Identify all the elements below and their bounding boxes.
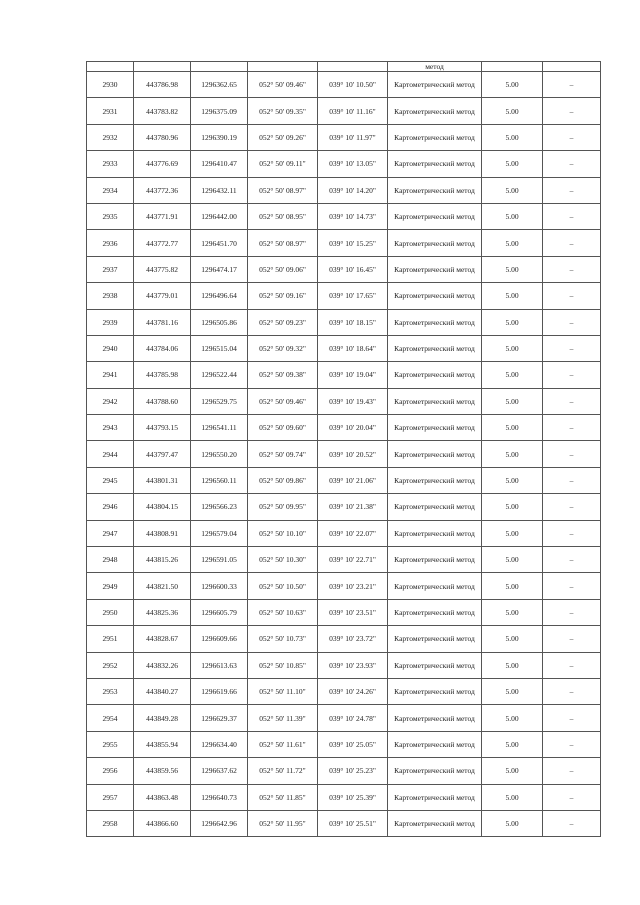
table-row bbox=[87, 203, 601, 229]
table-row bbox=[87, 758, 601, 784]
cell-longitude: 039° 10' 22.07" bbox=[318, 520, 388, 546]
cell-longitude: 039° 10' 23.51" bbox=[318, 599, 388, 625]
cell-accuracy: 5.00 bbox=[482, 309, 543, 335]
cell-accuracy: 5.00 bbox=[482, 388, 543, 414]
cell-method: Картометрический метод bbox=[388, 547, 482, 573]
cell-note: – bbox=[543, 731, 601, 757]
cell-note: – bbox=[543, 72, 601, 98]
table-row bbox=[87, 362, 601, 388]
cell-accuracy: 5.00 bbox=[482, 177, 543, 203]
cell-method: Картометрический метод bbox=[388, 151, 482, 177]
cell-empty bbox=[191, 62, 248, 72]
cell-accuracy: 5.00 bbox=[482, 362, 543, 388]
cell-y-coordinate: 1296550.20 bbox=[191, 441, 248, 467]
cell-method: Картометрический метод bbox=[388, 362, 482, 388]
cell-accuracy: 5.00 bbox=[482, 230, 543, 256]
table-row bbox=[87, 72, 601, 98]
cell-longitude: 039° 10' 14.20" bbox=[318, 177, 388, 203]
cell-accuracy: 5.00 bbox=[482, 626, 543, 652]
cell-note: – bbox=[543, 652, 601, 678]
cell-method: Картометрический метод bbox=[388, 124, 482, 150]
cell-longitude: 039° 10' 13.05" bbox=[318, 151, 388, 177]
cell-accuracy: 5.00 bbox=[482, 678, 543, 704]
cell-point-number: 2949 bbox=[87, 573, 134, 599]
coordinates-table-body bbox=[87, 62, 601, 837]
cell-x-coordinate: 443815.26 bbox=[134, 547, 191, 573]
cell-longitude: 039° 10' 24.26" bbox=[318, 678, 388, 704]
cell-note: – bbox=[543, 335, 601, 361]
table-row bbox=[87, 705, 601, 731]
cell-method: Картометрический метод bbox=[388, 335, 482, 361]
cell-point-number: 2942 bbox=[87, 388, 134, 414]
cell-point-number: 2956 bbox=[87, 758, 134, 784]
cell-accuracy: 5.00 bbox=[482, 494, 543, 520]
cell-y-coordinate: 1296375.09 bbox=[191, 98, 248, 124]
cell-y-coordinate: 1296619.66 bbox=[191, 678, 248, 704]
cell-method: Картометрический метод bbox=[388, 98, 482, 124]
cell-point-number: 2948 bbox=[87, 547, 134, 573]
cell-point-number: 2945 bbox=[87, 467, 134, 493]
cell-point-number: 2954 bbox=[87, 705, 134, 731]
cell-accuracy: 5.00 bbox=[482, 731, 543, 757]
cell-x-coordinate: 443821.50 bbox=[134, 573, 191, 599]
cell-y-coordinate: 1296579.04 bbox=[191, 520, 248, 546]
cell-latitude: 052° 50' 11.39" bbox=[248, 705, 318, 731]
cell-y-coordinate: 1296410.47 bbox=[191, 151, 248, 177]
cell-note: – bbox=[543, 388, 601, 414]
cell-point-number: 2935 bbox=[87, 203, 134, 229]
cell-note: – bbox=[543, 309, 601, 335]
cell-point-number: 2936 bbox=[87, 230, 134, 256]
table-row bbox=[87, 388, 601, 414]
cell-y-coordinate: 1296640.73 bbox=[191, 784, 248, 810]
table-row bbox=[87, 230, 601, 256]
cell-latitude: 052° 50' 09.46" bbox=[248, 72, 318, 98]
cell-longitude: 039° 10' 16.45" bbox=[318, 256, 388, 282]
cell-x-coordinate: 443772.36 bbox=[134, 177, 191, 203]
cell-x-coordinate: 443780.96 bbox=[134, 124, 191, 150]
cell-longitude: 039° 10' 25.51" bbox=[318, 810, 388, 836]
cell-longitude: 039° 10' 25.23" bbox=[318, 758, 388, 784]
cell-accuracy: 5.00 bbox=[482, 467, 543, 493]
cell-point-number: 2939 bbox=[87, 309, 134, 335]
cell-point-number: 2943 bbox=[87, 415, 134, 441]
cell-note: – bbox=[543, 599, 601, 625]
cell-point-number: 2953 bbox=[87, 678, 134, 704]
table-row bbox=[87, 810, 601, 836]
cell-x-coordinate: 443783.82 bbox=[134, 98, 191, 124]
cell-note: – bbox=[543, 98, 601, 124]
cell-y-coordinate: 1296634.40 bbox=[191, 731, 248, 757]
cell-empty bbox=[248, 62, 318, 72]
cell-x-coordinate: 443863.48 bbox=[134, 784, 191, 810]
cell-longitude: 039° 10' 11.97" bbox=[318, 124, 388, 150]
cell-accuracy: 5.00 bbox=[482, 784, 543, 810]
cell-latitude: 052° 50' 11.95" bbox=[248, 810, 318, 836]
table-row bbox=[87, 441, 601, 467]
cell-x-coordinate: 443866.60 bbox=[134, 810, 191, 836]
cell-latitude: 052° 50' 10.50" bbox=[248, 573, 318, 599]
table-row bbox=[87, 731, 601, 757]
cell-method: Картометрический метод bbox=[388, 784, 482, 810]
cell-x-coordinate: 443859.56 bbox=[134, 758, 191, 784]
cell-y-coordinate: 1296629.37 bbox=[191, 705, 248, 731]
cell-accuracy: 5.00 bbox=[482, 599, 543, 625]
cell-point-number: 2938 bbox=[87, 283, 134, 309]
cell-accuracy: 5.00 bbox=[482, 547, 543, 573]
cell-point-number: 2958 bbox=[87, 810, 134, 836]
cell-latitude: 052° 50' 09.06" bbox=[248, 256, 318, 282]
table-row bbox=[87, 335, 601, 361]
cell-latitude: 052° 50' 09.16" bbox=[248, 283, 318, 309]
cell-note: – bbox=[543, 547, 601, 573]
cell-latitude: 052° 50' 09.86" bbox=[248, 467, 318, 493]
cell-note: – bbox=[543, 203, 601, 229]
cell-x-coordinate: 443772.77 bbox=[134, 230, 191, 256]
cell-longitude: 039° 10' 24.78" bbox=[318, 705, 388, 731]
cell-note: – bbox=[543, 124, 601, 150]
cell-method: Картометрический метод bbox=[388, 626, 482, 652]
cell-accuracy: 5.00 bbox=[482, 124, 543, 150]
cell-method: Картометрический метод bbox=[388, 230, 482, 256]
cell-latitude: 052° 50' 09.23" bbox=[248, 309, 318, 335]
cell-y-coordinate: 1296515.04 bbox=[191, 335, 248, 361]
cell-y-coordinate: 1296642.96 bbox=[191, 810, 248, 836]
cell-longitude: 039° 10' 18.15" bbox=[318, 309, 388, 335]
table-row bbox=[87, 283, 601, 309]
cell-longitude: 039° 10' 23.93" bbox=[318, 652, 388, 678]
cell-accuracy: 5.00 bbox=[482, 98, 543, 124]
cell-latitude: 052° 50' 09.11" bbox=[248, 151, 318, 177]
cell-latitude: 052° 50' 09.60" bbox=[248, 415, 318, 441]
cell-x-coordinate: 443788.60 bbox=[134, 388, 191, 414]
cell-method: Картометрический метод bbox=[388, 494, 482, 520]
cell-x-coordinate: 443804.15 bbox=[134, 494, 191, 520]
cell-note: – bbox=[543, 520, 601, 546]
cell-note: – bbox=[543, 494, 601, 520]
cell-longitude: 039° 10' 25.05" bbox=[318, 731, 388, 757]
table-row bbox=[87, 626, 601, 652]
cell-note: – bbox=[543, 678, 601, 704]
cell-note: – bbox=[543, 467, 601, 493]
cell-longitude: 039° 10' 19.43" bbox=[318, 388, 388, 414]
cell-latitude: 052° 50' 10.63" bbox=[248, 599, 318, 625]
cell-x-coordinate: 443808.91 bbox=[134, 520, 191, 546]
cell-x-coordinate: 443785.98 bbox=[134, 362, 191, 388]
cell-y-coordinate: 1296613.63 bbox=[191, 652, 248, 678]
cell-method: Картометрический метод bbox=[388, 652, 482, 678]
cell-longitude: 039° 10' 14.73" bbox=[318, 203, 388, 229]
cell-x-coordinate: 443775.82 bbox=[134, 256, 191, 282]
table-row bbox=[87, 256, 601, 282]
cell-empty bbox=[134, 62, 191, 72]
cell-x-coordinate: 443840.27 bbox=[134, 678, 191, 704]
cell-accuracy: 5.00 bbox=[482, 441, 543, 467]
cell-longitude: 039° 10' 20.52" bbox=[318, 441, 388, 467]
cell-longitude: 039° 10' 21.38" bbox=[318, 494, 388, 520]
cell-empty bbox=[482, 62, 543, 72]
table-row bbox=[87, 652, 601, 678]
cell-point-number: 2937 bbox=[87, 256, 134, 282]
cell-latitude: 052° 50' 10.73" bbox=[248, 626, 318, 652]
cell-latitude: 052° 50' 08.97" bbox=[248, 230, 318, 256]
cell-y-coordinate: 1296432.11 bbox=[191, 177, 248, 203]
cell-point-number: 2944 bbox=[87, 441, 134, 467]
cell-x-coordinate: 443849.28 bbox=[134, 705, 191, 731]
cell-method: Картометрический метод bbox=[388, 599, 482, 625]
cell-point-number: 2931 bbox=[87, 98, 134, 124]
cell-y-coordinate: 1296496.64 bbox=[191, 283, 248, 309]
cell-method: Картометрический метод bbox=[388, 72, 482, 98]
cell-longitude: 039° 10' 19.04" bbox=[318, 362, 388, 388]
cell-latitude: 052° 50' 11.72" bbox=[248, 758, 318, 784]
cell-y-coordinate: 1296605.79 bbox=[191, 599, 248, 625]
cell-y-coordinate: 1296522.44 bbox=[191, 362, 248, 388]
cell-longitude: 039° 10' 11.16" bbox=[318, 98, 388, 124]
cell-x-coordinate: 443855.94 bbox=[134, 731, 191, 757]
cell-accuracy: 5.00 bbox=[482, 72, 543, 98]
cell-x-coordinate: 443828.67 bbox=[134, 626, 191, 652]
cell-note: – bbox=[543, 362, 601, 388]
cell-accuracy: 5.00 bbox=[482, 283, 543, 309]
cell-y-coordinate: 1296560.11 bbox=[191, 467, 248, 493]
cell-point-number: 2952 bbox=[87, 652, 134, 678]
cell-longitude: 039° 10' 23.21" bbox=[318, 573, 388, 599]
cell-point-number: 2930 bbox=[87, 72, 134, 98]
cell-y-coordinate: 1296591.05 bbox=[191, 547, 248, 573]
table-row bbox=[87, 520, 601, 546]
cell-accuracy: 5.00 bbox=[482, 415, 543, 441]
cell-longitude: 039° 10' 25.39" bbox=[318, 784, 388, 810]
cell-note: – bbox=[543, 415, 601, 441]
cell-note: – bbox=[543, 758, 601, 784]
table-row bbox=[87, 151, 601, 177]
cell-accuracy: 5.00 bbox=[482, 203, 543, 229]
cell-y-coordinate: 1296505.86 bbox=[191, 309, 248, 335]
cell-y-coordinate: 1296529.75 bbox=[191, 388, 248, 414]
cell-latitude: 052° 50' 09.46" bbox=[248, 388, 318, 414]
cell-empty bbox=[543, 62, 601, 72]
cell-accuracy: 5.00 bbox=[482, 705, 543, 731]
coordinates-table bbox=[86, 61, 601, 837]
cell-y-coordinate: 1296600.33 bbox=[191, 573, 248, 599]
cell-empty bbox=[318, 62, 388, 72]
cell-longitude: 039° 10' 20.04" bbox=[318, 415, 388, 441]
cell-longitude: 039° 10' 15.25" bbox=[318, 230, 388, 256]
cell-y-coordinate: 1296474.17 bbox=[191, 256, 248, 282]
cell-point-number: 2957 bbox=[87, 784, 134, 810]
cell-x-coordinate: 443779.01 bbox=[134, 283, 191, 309]
cell-point-number: 2941 bbox=[87, 362, 134, 388]
cell-method: Картометрический метод bbox=[388, 283, 482, 309]
table-row bbox=[87, 415, 601, 441]
cell-method: Картометрический метод bbox=[388, 256, 482, 282]
cell-empty bbox=[87, 62, 134, 72]
cell-method: Картометрический метод bbox=[388, 441, 482, 467]
cell-point-number: 2950 bbox=[87, 599, 134, 625]
cell-latitude: 052° 50' 09.32" bbox=[248, 335, 318, 361]
cell-accuracy: 5.00 bbox=[482, 810, 543, 836]
cell-latitude: 052° 50' 08.95" bbox=[248, 203, 318, 229]
cell-x-coordinate: 443825.36 bbox=[134, 599, 191, 625]
cell-accuracy: 5.00 bbox=[482, 573, 543, 599]
cell-accuracy: 5.00 bbox=[482, 520, 543, 546]
cell-point-number: 2934 bbox=[87, 177, 134, 203]
cell-y-coordinate: 1296362.65 bbox=[191, 72, 248, 98]
table-row bbox=[87, 678, 601, 704]
cell-point-number: 2933 bbox=[87, 151, 134, 177]
cell-method: Картометрический метод bbox=[388, 810, 482, 836]
table-row bbox=[87, 573, 601, 599]
cell-latitude: 052° 50' 09.26" bbox=[248, 124, 318, 150]
table-row bbox=[87, 599, 601, 625]
cell-note: – bbox=[543, 626, 601, 652]
cell-method: Картометрический метод bbox=[388, 731, 482, 757]
cell-method: Картометрический метод bbox=[388, 467, 482, 493]
cell-latitude: 052° 50' 09.38" bbox=[248, 362, 318, 388]
cell-longitude: 039° 10' 23.72" bbox=[318, 626, 388, 652]
cell-note: – bbox=[543, 810, 601, 836]
cell-note: – bbox=[543, 151, 601, 177]
table-row bbox=[87, 309, 601, 335]
cell-longitude: 039° 10' 10.50" bbox=[318, 72, 388, 98]
cell-y-coordinate: 1296541.11 bbox=[191, 415, 248, 441]
cell-note: – bbox=[543, 441, 601, 467]
cell-point-number: 2940 bbox=[87, 335, 134, 361]
cell-x-coordinate: 443832.26 bbox=[134, 652, 191, 678]
cell-y-coordinate: 1296566.23 bbox=[191, 494, 248, 520]
cell-longitude: 039° 10' 18.64" bbox=[318, 335, 388, 361]
cell-note: – bbox=[543, 256, 601, 282]
table-row bbox=[87, 784, 601, 810]
cell-method-continuation: метод bbox=[388, 62, 482, 72]
cell-method: Картометрический метод bbox=[388, 758, 482, 784]
cell-y-coordinate: 1296637.62 bbox=[191, 758, 248, 784]
cell-y-coordinate: 1296451.70 bbox=[191, 230, 248, 256]
cell-note: – bbox=[543, 784, 601, 810]
cell-x-coordinate: 443801.31 bbox=[134, 467, 191, 493]
cell-method: Картометрический метод bbox=[388, 415, 482, 441]
cell-y-coordinate: 1296442.00 bbox=[191, 203, 248, 229]
cell-note: – bbox=[543, 283, 601, 309]
cell-longitude: 039° 10' 22.71" bbox=[318, 547, 388, 573]
cell-method: Картометрический метод bbox=[388, 678, 482, 704]
cell-accuracy: 5.00 bbox=[482, 652, 543, 678]
cell-x-coordinate: 443771.91 bbox=[134, 203, 191, 229]
cell-method: Картометрический метод bbox=[388, 388, 482, 414]
cell-x-coordinate: 443793.15 bbox=[134, 415, 191, 441]
cell-latitude: 052° 50' 08.97" bbox=[248, 177, 318, 203]
cell-method: Картометрический метод bbox=[388, 309, 482, 335]
cell-latitude: 052° 50' 10.10" bbox=[248, 520, 318, 546]
cell-note: – bbox=[543, 705, 601, 731]
cell-note: – bbox=[543, 177, 601, 203]
cell-point-number: 2947 bbox=[87, 520, 134, 546]
cell-point-number: 2955 bbox=[87, 731, 134, 757]
cell-method: Картометрический метод bbox=[388, 573, 482, 599]
continuation-row bbox=[87, 62, 601, 72]
cell-point-number: 2932 bbox=[87, 124, 134, 150]
cell-latitude: 052° 50' 11.61" bbox=[248, 731, 318, 757]
cell-accuracy: 5.00 bbox=[482, 256, 543, 282]
cell-y-coordinate: 1296390.19 bbox=[191, 124, 248, 150]
table-row bbox=[87, 177, 601, 203]
cell-method: Картометрический метод bbox=[388, 705, 482, 731]
cell-accuracy: 5.00 bbox=[482, 758, 543, 784]
cell-accuracy: 5.00 bbox=[482, 335, 543, 361]
cell-x-coordinate: 443786.98 bbox=[134, 72, 191, 98]
cell-latitude: 052° 50' 11.85" bbox=[248, 784, 318, 810]
cell-longitude: 039° 10' 17.65" bbox=[318, 283, 388, 309]
cell-method: Картометрический метод bbox=[388, 203, 482, 229]
cell-x-coordinate: 443784.06 bbox=[134, 335, 191, 361]
cell-accuracy: 5.00 bbox=[482, 151, 543, 177]
cell-point-number: 2946 bbox=[87, 494, 134, 520]
cell-method: Картометрический метод bbox=[388, 520, 482, 546]
cell-latitude: 052° 50' 09.95" bbox=[248, 494, 318, 520]
cell-x-coordinate: 443797.47 bbox=[134, 441, 191, 467]
cell-point-number: 2951 bbox=[87, 626, 134, 652]
table-row bbox=[87, 467, 601, 493]
cell-latitude: 052° 50' 09.74" bbox=[248, 441, 318, 467]
cell-longitude: 039° 10' 21.06" bbox=[318, 467, 388, 493]
table-row bbox=[87, 124, 601, 150]
cell-latitude: 052° 50' 10.85" bbox=[248, 652, 318, 678]
cell-latitude: 052° 50' 09.35" bbox=[248, 98, 318, 124]
cell-note: – bbox=[543, 230, 601, 256]
cell-method: Картометрический метод bbox=[388, 177, 482, 203]
table-row bbox=[87, 98, 601, 124]
table-row bbox=[87, 547, 601, 573]
cell-latitude: 052° 50' 10.30" bbox=[248, 547, 318, 573]
table-row bbox=[87, 494, 601, 520]
cell-x-coordinate: 443776.69 bbox=[134, 151, 191, 177]
cell-y-coordinate: 1296609.66 bbox=[191, 626, 248, 652]
cell-latitude: 052° 50' 11.10" bbox=[248, 678, 318, 704]
cell-note: – bbox=[543, 573, 601, 599]
cell-x-coordinate: 443781.16 bbox=[134, 309, 191, 335]
